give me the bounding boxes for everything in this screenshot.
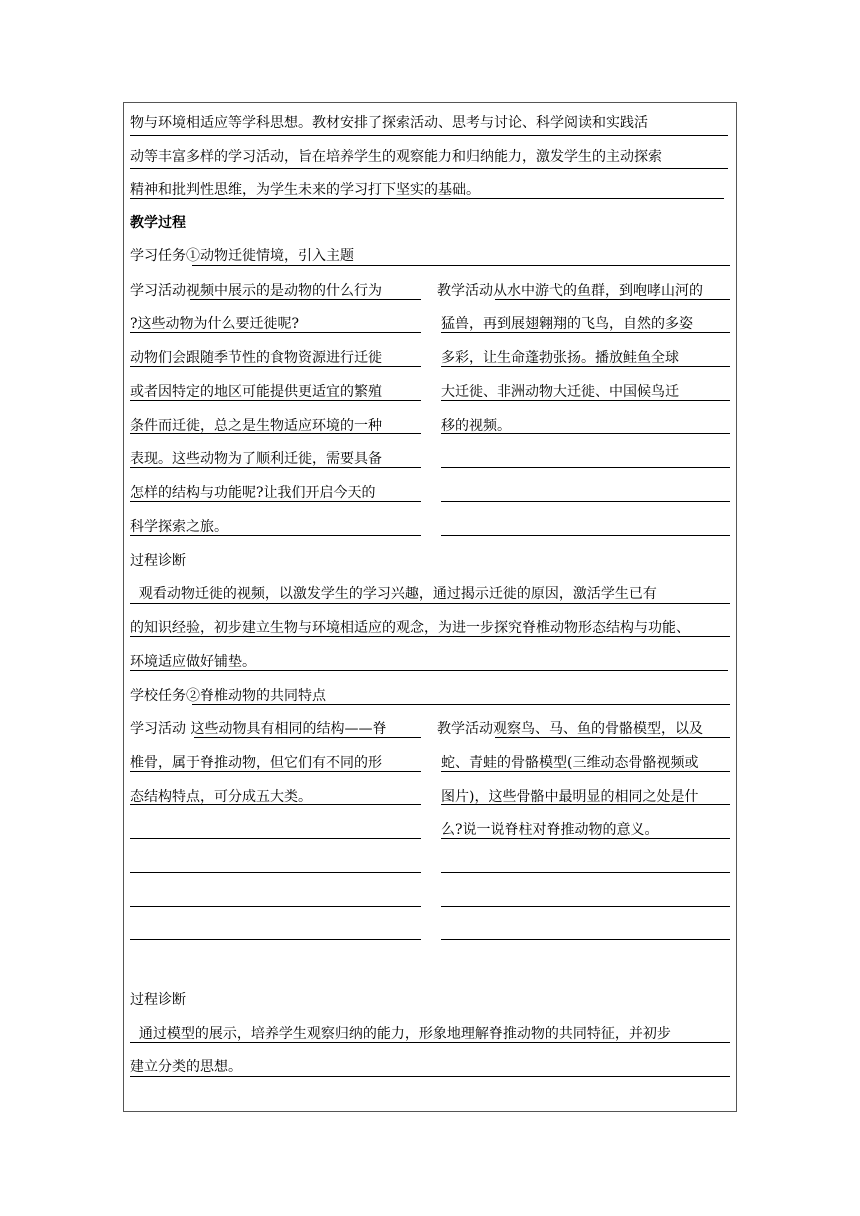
text-line: 教学活动从水中游弋的鱼群，到咆哮山河的	[437, 283, 703, 299]
underline	[130, 939, 421, 940]
underline	[441, 771, 730, 772]
text-line: ?这些动物为什么要迁徙呢?	[130, 316, 300, 332]
underline	[194, 737, 421, 738]
text-line: 大迁徙、非洲动物大迁徙、中国候鸟迁	[441, 384, 679, 400]
task1-heading	[130, 248, 354, 265]
underline	[130, 906, 421, 907]
text-line: 怎样的结构与功能呢?让我们开启今天的	[130, 485, 376, 501]
underline	[192, 265, 730, 266]
text-line: 多彩，让生命蓬勃张扬。播放鲑鱼全球	[441, 350, 679, 366]
underline	[441, 433, 730, 434]
underline	[495, 299, 730, 300]
intro-line: 精神和批判性思维，为学生未来的学习打下坚实的基础。	[130, 182, 480, 198]
diag1-label: 过程诊断	[130, 553, 186, 569]
task2-label: 学校任务	[130, 688, 186, 704]
underline	[130, 501, 421, 502]
underline	[130, 168, 728, 169]
text-line: 通过模型的展示，培养学生观察归纳的能力，形象地理解脊推动物的共同特征，并初步	[130, 1026, 671, 1042]
underline	[130, 400, 421, 401]
text-line: 猛兽，再到展翅翱翔的飞鸟，自然的多姿	[441, 316, 693, 332]
underline	[130, 535, 421, 536]
text-line: 图片)，这些骨骼中最明显的相同之处是什	[441, 789, 699, 805]
underline	[441, 906, 730, 907]
underline	[190, 299, 421, 300]
text-line: 观看动物迁徙的视频，以激发学生的学习兴趣，通过揭示迁徙的原因，激活学生已有	[130, 586, 657, 602]
text-line: 学习活动 这些动物具有相同的结构——脊	[130, 721, 387, 737]
text-line: 动物们会跟随季节性的食物资源进行迁徙	[130, 350, 382, 366]
underline	[130, 467, 421, 468]
underline	[441, 838, 730, 839]
diag2-label: 过程诊断	[130, 992, 186, 1008]
task1-title: ①动物迁徙情境，引入主题	[186, 248, 354, 264]
text-line: 学习活动视频中展示的是动物的什么行为	[130, 283, 382, 299]
underline	[441, 939, 730, 940]
intro-line: 物与环境相适应等学科思想。教材安排了探索活动、思考与讨论、科学阅读和实践活	[130, 115, 648, 131]
underline	[192, 704, 730, 705]
task2-title: ②脊椎动物的共同特点	[186, 688, 326, 704]
text-line: 条件而迁徙，总之是生物适应环境的一种	[130, 418, 382, 434]
text-line: 表现。这些动物为了顺利迁徙，需要具备	[130, 451, 382, 467]
text-line: 环境适应做好铺垫。	[130, 654, 256, 670]
text-line: 的知识经验，初步建立生物与环境相适应的观念，为进一步探究脊椎动物形态结构与功能、	[130, 620, 690, 636]
task1-label: 学习任务	[130, 248, 186, 264]
intro-line: 动等丰富多样的学习活动，旨在培养学生的观察能力和归纳能力，激发学生的主动探索	[130, 149, 662, 165]
underline	[130, 872, 421, 873]
underline	[130, 804, 421, 805]
underline	[130, 1042, 730, 1043]
underline	[130, 366, 421, 367]
underline	[130, 1076, 730, 1077]
underline	[130, 771, 421, 772]
underline	[441, 467, 730, 468]
underline	[441, 804, 730, 805]
underline	[130, 636, 730, 637]
text-line: 态结构特点，可分成五大类。	[130, 789, 312, 805]
text-line: 么?说一说脊柱对脊推动物的意义。	[441, 822, 659, 838]
underline	[130, 135, 728, 136]
underline	[441, 332, 730, 333]
underline	[130, 670, 728, 671]
text-line: 教学活动观察鸟、马、鱼的骨骼模型，以及	[437, 721, 703, 737]
underline	[441, 872, 730, 873]
underline	[130, 603, 730, 604]
underline	[441, 366, 730, 367]
underline	[130, 838, 421, 839]
underline	[441, 400, 730, 401]
underline	[441, 501, 730, 502]
underline	[495, 737, 730, 738]
text-line: 或者因特定的地区可能提供更适宜的繁殖	[130, 384, 382, 400]
text-line: 移的视频。	[441, 418, 511, 434]
underline	[130, 198, 724, 199]
text-line: 椎骨，属于脊推动物，但它们有不同的形	[130, 755, 382, 771]
text-line: 科学探索之旅。	[130, 519, 228, 535]
underline	[130, 433, 421, 434]
text-line: 建立分类的思想。	[130, 1059, 242, 1075]
task2-heading	[130, 688, 326, 705]
underline	[130, 332, 421, 333]
section-title: 教学过程	[130, 215, 186, 231]
text-line: 蛇、青蛙的骨骼模型(三维动态骨骼视频或	[441, 755, 699, 771]
underline	[441, 535, 730, 536]
